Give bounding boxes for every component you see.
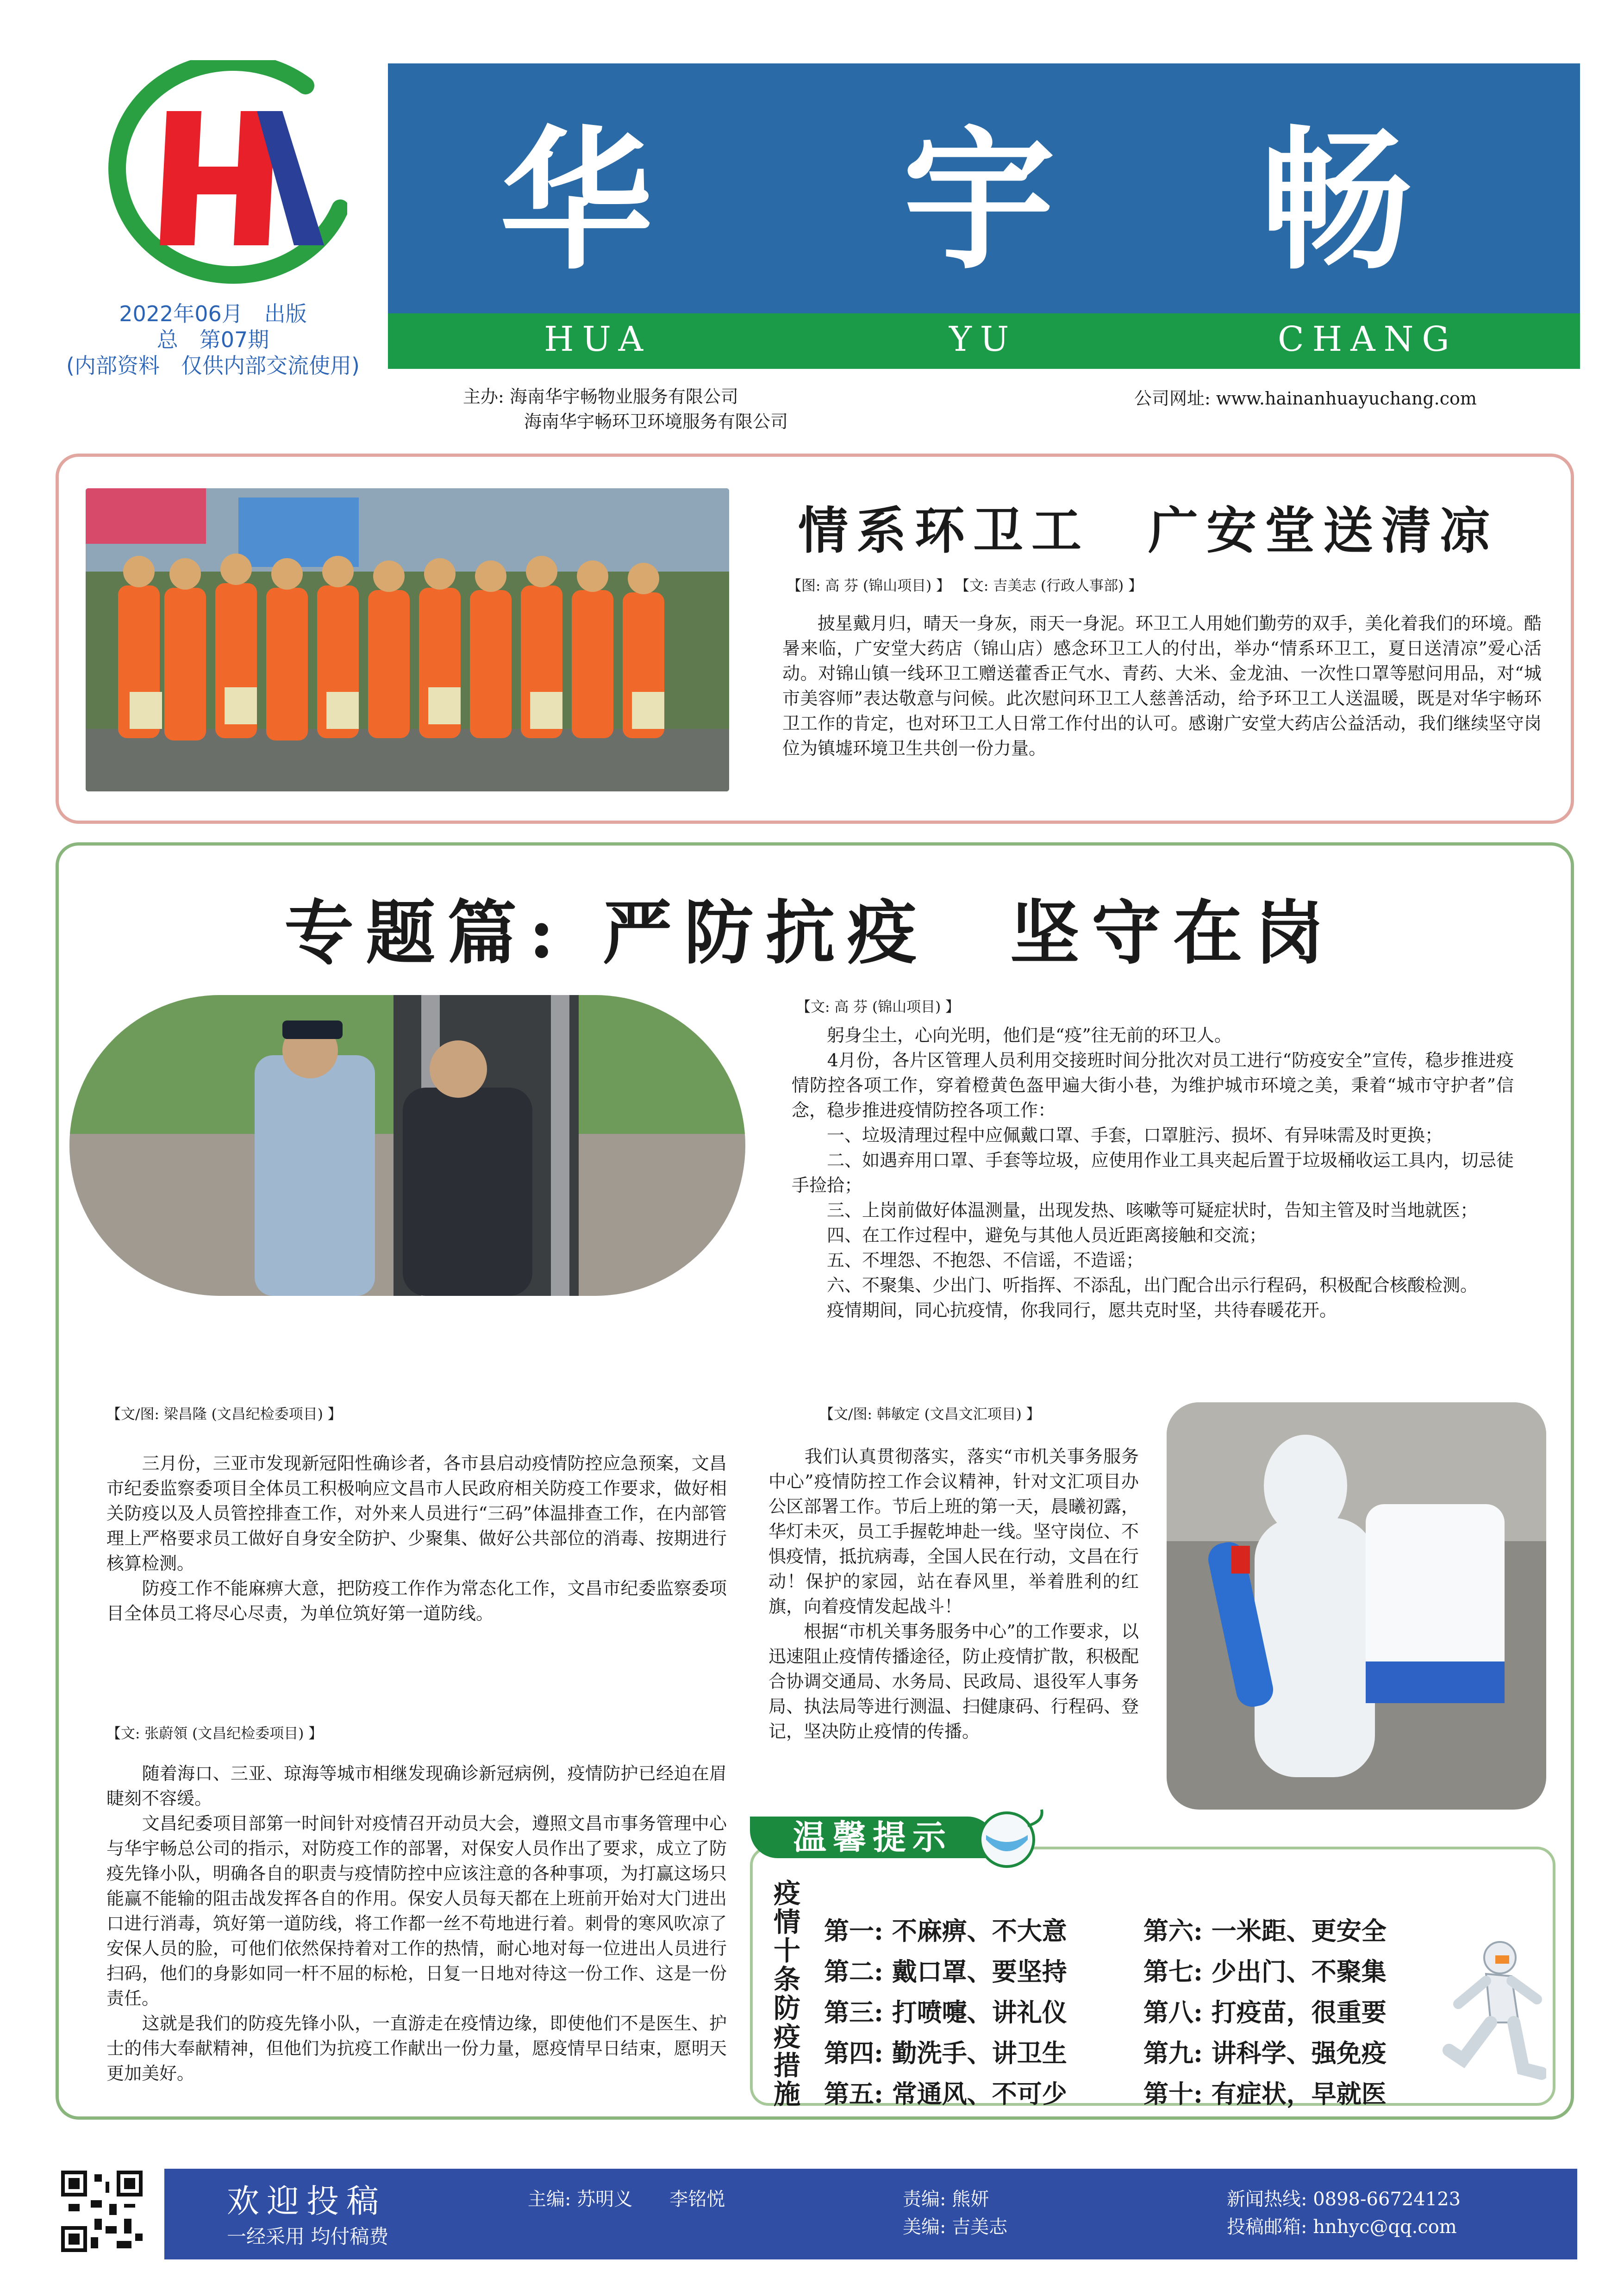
tip-item: 第六: 一米距、更安全	[1143, 1916, 1387, 1946]
article1-body: 披星戴月归，晴天一身灰，雨天一身泥。环卫工人用她们勤劳的双手，美化着我们的环境。酷暑来临，广安堂大药店（锦山店）感念环卫工人的付出，举办“情系环卫工，夏日送清凉”爱心活动。对锦山镇一线环卫工赠送藿香正气水、青药、大米、金龙油、一次性口罩等慰问用品，对“城市美容师”表达敬意与问候。此次慰问环卫工人慈善活动，给予环卫工人送温暖，既是对华宇畅环卫工作的肯定，也对环卫工人日常工作付出的认可。感谢广安堂大药店公益活动，我们继续坚守岗位为镇墟环境卫生共创一份力量。	[782, 613, 1542, 759]
submission-email[interactable]: 投稿邮箱: hnhyc@qq.com	[1227, 2216, 1457, 2238]
disinfection-worker-photo	[1167, 1402, 1546, 1810]
pinyin-chang: CHANG	[1278, 319, 1458, 359]
company-logo	[88, 60, 347, 301]
tip-item: 第五: 常通风、不可少	[824, 2079, 1067, 2109]
feature-d-paragraph: 根据“市机关事务服务中心”的工作要求，以迅速阻止疫情传播途径，防止疫情扩散，积极配合协调交通局、水务局、民政局、退役军人事务局、执法局等进行测温、扫健康码、行程码、登记，坚决防止疫情的传播。	[768, 1621, 1139, 1742]
feature-a-paragraph: 二、如遇弃用口罩、手套等垃圾，应使用作业工具夹起后置于垃圾桶收运工具内，切忌徒手捡拾；	[792, 1150, 1514, 1195]
feature-c-paragraph: 文昌纪委项目部第一时间针对疫情召开动员大会，遵照文昌市事务管理中心与华宇畅总公司的指示，对防疫工作的部署，对保安人员作出了要求，成立了防疫先锋小队，明确各自的职责与疫情防控中应该注意的各种事项，为打赢这场只能赢不能输的阻击战发挥各自的作用。保安人员每天都在上班前开始对大门进出口进行消毒，筑好第一道防线，将工作都一丝不苟地进行着。刺骨的寒风吹凉了安保人员的脸，可他们依然保持着对工作的热情，耐心地对每一位进出人员进行扫码，他们的身影如同一杆不屈的标枪，日复一日地对待这一份工作、这是一份责任。	[106, 1813, 727, 2009]
qr-code[interactable]	[61, 2171, 143, 2252]
feature-b-credit: 【文/图: 梁昌隆 (文昌纪检委项目) 】	[106, 1406, 342, 1423]
tip-item: 第十: 有症状，早就医	[1143, 2079, 1387, 2109]
feature-a-paragraph: 4月份，各片区管理人员利用交接班时间分批次对员工进行“防疫安全”宣传，稳步推进疫情防控各项工作，穿着橙黄色盔甲遍大街小巷，为维护城市环境之美，秉着“城市守护者”信念，稳步推进疫情防控各项工作：	[792, 1050, 1514, 1120]
feature-b-paragraph: 防疫工作不能麻痹大意，把防疫工作作为常态化工作，文昌市纪委监察委项目全体员工将尽心尽责，为单位筑好第一道防线。	[106, 1578, 727, 1624]
feature-a-paragraph: 躬身尘土，心向光明，他们是“疫”往无前的环卫人。	[792, 1025, 1232, 1045]
title-char-chang: 畅	[1259, 111, 1412, 290]
feature-a-paragraph: 三、上岗前做好体温测量，出现发热、咳嗽等可疑症状时，告知主管及时当地就医；	[792, 1200, 1478, 1220]
pinyin-hua: HUA	[544, 319, 652, 359]
responsible-editor: 责编: 熊妍	[903, 2189, 989, 2210]
feature-d-credit: 【文/图: 韩敏定 (文昌文汇项目) 】	[819, 1406, 1041, 1423]
feature-a-paragraph: 四、在工作过程中，避免与其他人员近距离接触和交流；	[792, 1225, 1267, 1245]
issue-date: 2022年06月 出版	[119, 301, 307, 326]
tips-title: 温馨提示	[750, 1817, 995, 1858]
sponsor-label: 主办:	[463, 386, 504, 407]
security-check-photo	[69, 995, 745, 1296]
article1-headline: 情系环卫工 广安堂送清凉	[798, 502, 1498, 560]
feature-a-paragraph: 一、垃圾清理过程中应佩戴口罩、手套，口罩脏污、损坏、有异味需及时更换；	[792, 1125, 1443, 1145]
feature-a-body	[792, 1023, 1514, 1323]
title-char-hua: 华	[500, 111, 653, 290]
face-mask-icon	[968, 1807, 1046, 1872]
issue-number: 总 第07期	[156, 327, 269, 352]
tip-item: 第九: 讲科学、强免疫	[1143, 2038, 1387, 2068]
art-editor: 美编: 吉美志	[903, 2216, 1008, 2238]
feature-d-paragraph: 我们认真贯彻落实，落实“市机关事务服务中心”疫情防控工作会议精神，针对文汇项目办公区部署工作。节后上班的第一天，晨曦初露，华灯未灭，员工手握乾坤赴一线。坚守岗位、不惧疫情，抵抗病毒，全国人民在行动，文昌在行动！保护的家园，站在春风里，举着胜利的红旗，向着疫情发起战斗！	[768, 1446, 1139, 1617]
sanitation-workers-photo	[86, 488, 729, 791]
feature-d-body	[768, 1444, 1139, 1744]
company-website: 公司网址: www.hainanhuayuchang.com	[1134, 388, 1477, 409]
chief-editor: 主编: 苏明义 李铭悦	[528, 2189, 725, 2210]
sponsor-1: 海南华宇畅物业服务有限公司	[509, 386, 738, 407]
submission-note: 一经采用 均付稿费	[227, 2225, 389, 2248]
feature-c-credit: 【文: 张蔚領 (文昌纪检委项目) 】	[106, 1725, 323, 1742]
feature-b-paragraph: 三月份，三亚市发现新冠阳性确诊者，各市县启动疫情防控应急预案，文昌市纪委监察委项目全体员工积极响应文昌市人民政府相关防疫工作要求，做好相关防疫以及人员管控排查工作，对外来人员进行“三码”体温排查工作，在内部管理上严格要求员工做好自身安全防护、少聚集、做好公共部位的消毒、按期进行核算检测。	[106, 1453, 727, 1574]
issue-info	[46, 301, 380, 379]
tips-vertical-label: 疫情十条防疫措施	[773, 1878, 800, 2110]
tip-item: 第二: 戴口罩、要坚持	[824, 1957, 1067, 1986]
feature-a-paragraph: 疫情期间，同心抗疫情，你我同行，愿共克时坚，共待春暖花开。	[792, 1300, 1337, 1320]
feature-c-paragraph: 这就是我们的防疫先锋小队，一直游走在疫情边缘，即使他们不是医生、护士的伟大奉献精神，但他们为抗疫工作献出一份力量，愿疫情早日结束，愿明天更加美好。	[106, 2013, 727, 2084]
issue-note: (内部资料 仅供内部交流使用)	[66, 353, 360, 378]
sponsor-2: 海南华宇畅环卫环境服务有限公司	[524, 411, 788, 432]
feature-a-paragraph: 五、不埋怨、不抱怨、不信谣，不造谣；	[792, 1250, 1144, 1270]
tip-item: 第一: 不麻痹、不大意	[824, 1916, 1067, 1946]
feature-headline: 专题篇: 严防抗疫 坚守在岗	[284, 892, 1336, 974]
feature-a-credit: 【文: 高 芬 (锦山项目) 】	[796, 999, 960, 1015]
feature-c-paragraph: 随着海口、三亚、琼海等城市相继发现确诊新冠病例，疫情防护已经迫在眉睫刻不容缓。	[106, 1763, 727, 1809]
article1-credit: 【图: 高 芬 (锦山项目) 】 【文: 吉美志 (行政人事部) 】	[787, 578, 1143, 594]
tip-item: 第七: 少出门、不聚集	[1143, 1957, 1387, 1986]
news-hotline: 新闻热线: 0898-66724123	[1227, 2189, 1461, 2210]
submission-welcome: 欢迎投稿	[227, 2182, 386, 2220]
running-protective-suit-icon	[1430, 1935, 1546, 2101]
pinyin-yu: YU	[949, 319, 1018, 359]
feature-c-body	[106, 1761, 727, 2086]
feature-a-paragraph: 六、不聚集、少出门、听指挥、不添乱，出门配合出示行程码，积极配合核酸检测。	[792, 1275, 1478, 1295]
tip-item: 第三: 打喷嚏、讲礼仪	[824, 1997, 1067, 2027]
tip-item: 第四: 勤洗手、讲卫生	[824, 2038, 1067, 2068]
sponsor-block	[463, 384, 788, 434]
title-char-yu: 宇	[903, 111, 1056, 290]
tip-item: 第八: 打疫苗，很重要	[1143, 1997, 1387, 2027]
feature-b-body	[106, 1451, 727, 1626]
